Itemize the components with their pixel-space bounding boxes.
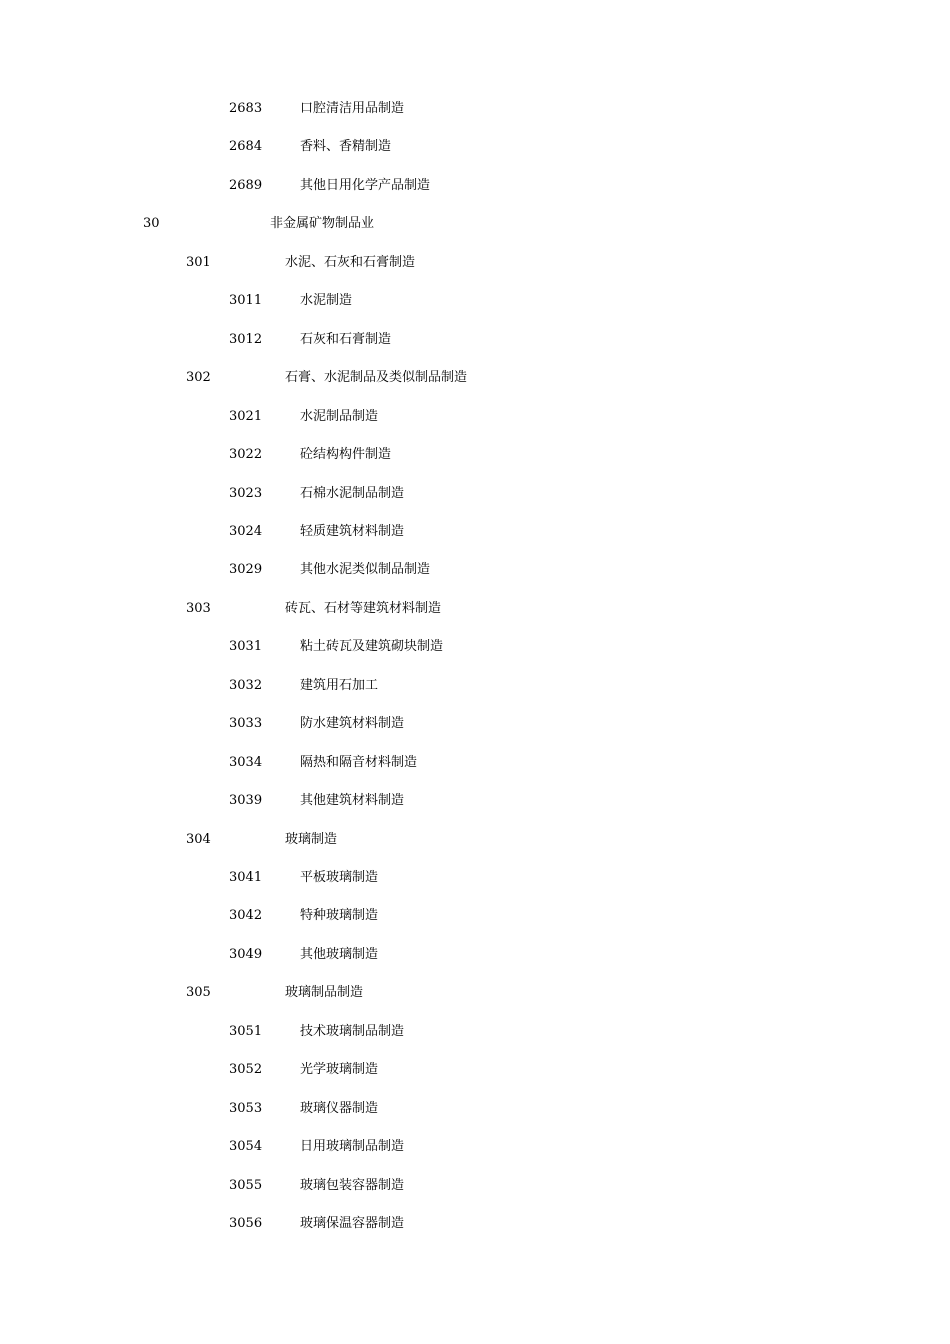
industry-code: 301 — [186, 254, 211, 270]
industry-code: 3023 — [229, 485, 263, 501]
class-row — [0, 176, 950, 196]
industry-code: 3051 — [229, 1023, 263, 1039]
class-row — [0, 753, 950, 773]
industry-code: 3032 — [229, 677, 263, 693]
industry-code: 3012 — [229, 331, 263, 347]
industry-name: 水泥制造 — [300, 293, 353, 309]
industry-name: 砖瓦、石材等建筑材料制造 — [285, 600, 442, 616]
industry-code: 3049 — [229, 946, 263, 962]
class-row — [0, 676, 950, 696]
industry-name: 光学玻璃制造 — [300, 1062, 379, 1078]
industry-name: 砼结构构件制造 — [300, 447, 392, 463]
group-row — [0, 599, 950, 619]
industry-name: 玻璃制品制造 — [285, 985, 364, 1001]
industry-code: 3022 — [229, 447, 263, 463]
industry-code: 3041 — [229, 870, 263, 885]
industry-name: 玻璃包装容器制造 — [300, 1177, 405, 1193]
industry-name: 日用玻璃制品制造 — [300, 1139, 405, 1155]
industry-name: 轻质建筑材料制造 — [300, 523, 405, 539]
class-row — [0, 330, 950, 350]
class-row — [0, 714, 950, 734]
industry-code: 3033 — [229, 716, 263, 732]
industry-name: 石棉水泥制品制造 — [300, 485, 405, 501]
industry-name: 香料、香精制造 — [300, 139, 392, 155]
industry-name: 石膏、水泥制品及类似制品制造 — [285, 370, 468, 386]
industry-code: 2684 — [229, 139, 263, 155]
industry-code: 3056 — [229, 1216, 263, 1232]
industry-name: 其他水泥类似制品制造 — [300, 562, 431, 578]
industry-name: 水泥、石灰和石膏制造 — [285, 254, 416, 270]
industry-code: 3021 — [229, 408, 263, 424]
class-row — [0, 407, 950, 427]
industry-code: 302 — [186, 370, 211, 386]
class-row — [0, 1176, 950, 1196]
industry-name: 其他日用化学产品制造 — [300, 177, 431, 193]
category-row — [0, 214, 950, 234]
industry-code: 305 — [186, 985, 211, 1001]
class-row — [0, 637, 950, 657]
industry-name: 粘土砖瓦及建筑砌块制造 — [300, 639, 444, 655]
industry-code: 3039 — [229, 793, 263, 809]
industry-code: 3011 — [229, 293, 263, 309]
industry-name: 平板玻璃制造 — [300, 870, 379, 885]
industry-name: 其他建筑材料制造 — [300, 793, 405, 809]
class-row — [0, 906, 950, 926]
class-row — [0, 945, 950, 965]
industry-name: 水泥制品制造 — [300, 408, 379, 424]
industry-code: 304 — [186, 831, 211, 847]
group-row — [0, 830, 950, 850]
group-row — [0, 368, 950, 388]
industry-code: 3055 — [229, 1177, 263, 1193]
class-row — [0, 868, 950, 888]
industry-name: 口腔清洁用品制造 — [300, 101, 405, 116]
industry-name: 石灰和石膏制造 — [300, 331, 392, 347]
class-row — [0, 1022, 950, 1042]
industry-code: 3034 — [229, 754, 263, 770]
class-row — [0, 791, 950, 811]
industry-code: 3054 — [229, 1139, 263, 1155]
industry-name: 玻璃保温容器制造 — [300, 1216, 405, 1232]
class-row — [0, 560, 950, 580]
class-row — [0, 99, 950, 119]
industry-code: 3042 — [229, 908, 263, 924]
industry-name: 特种玻璃制造 — [300, 908, 379, 924]
industry-code: 3024 — [229, 523, 263, 539]
industry-code: 2683 — [229, 101, 263, 116]
class-row — [0, 291, 950, 311]
industry-name: 技术玻璃制品制造 — [300, 1023, 405, 1039]
class-row — [0, 1099, 950, 1119]
group-row — [0, 983, 950, 1003]
industry-code: 3029 — [229, 562, 263, 578]
industry-name: 防水建筑材料制造 — [300, 716, 405, 732]
class-row — [0, 484, 950, 504]
industry-code: 303 — [186, 600, 211, 616]
industry-name: 玻璃制造 — [285, 831, 338, 847]
class-row — [0, 137, 950, 157]
industry-name: 其他玻璃制造 — [300, 946, 379, 962]
industry-name: 非金属矿物制品业 — [270, 216, 375, 232]
class-row — [0, 522, 950, 542]
industry-name: 建筑用石加工 — [300, 677, 379, 693]
industry-code: 3053 — [229, 1100, 263, 1116]
industry-name: 隔热和隔音材料制造 — [300, 754, 418, 770]
class-row — [0, 1214, 950, 1234]
class-row — [0, 445, 950, 465]
class-row — [0, 1060, 950, 1080]
industry-code: 30 — [143, 216, 160, 232]
group-row — [0, 253, 950, 273]
industry-name: 玻璃仪器制造 — [300, 1100, 379, 1116]
industry-code: 3052 — [229, 1062, 263, 1078]
class-row — [0, 1137, 950, 1157]
industry-code: 3031 — [229, 639, 263, 655]
industry-code: 2689 — [229, 177, 263, 193]
